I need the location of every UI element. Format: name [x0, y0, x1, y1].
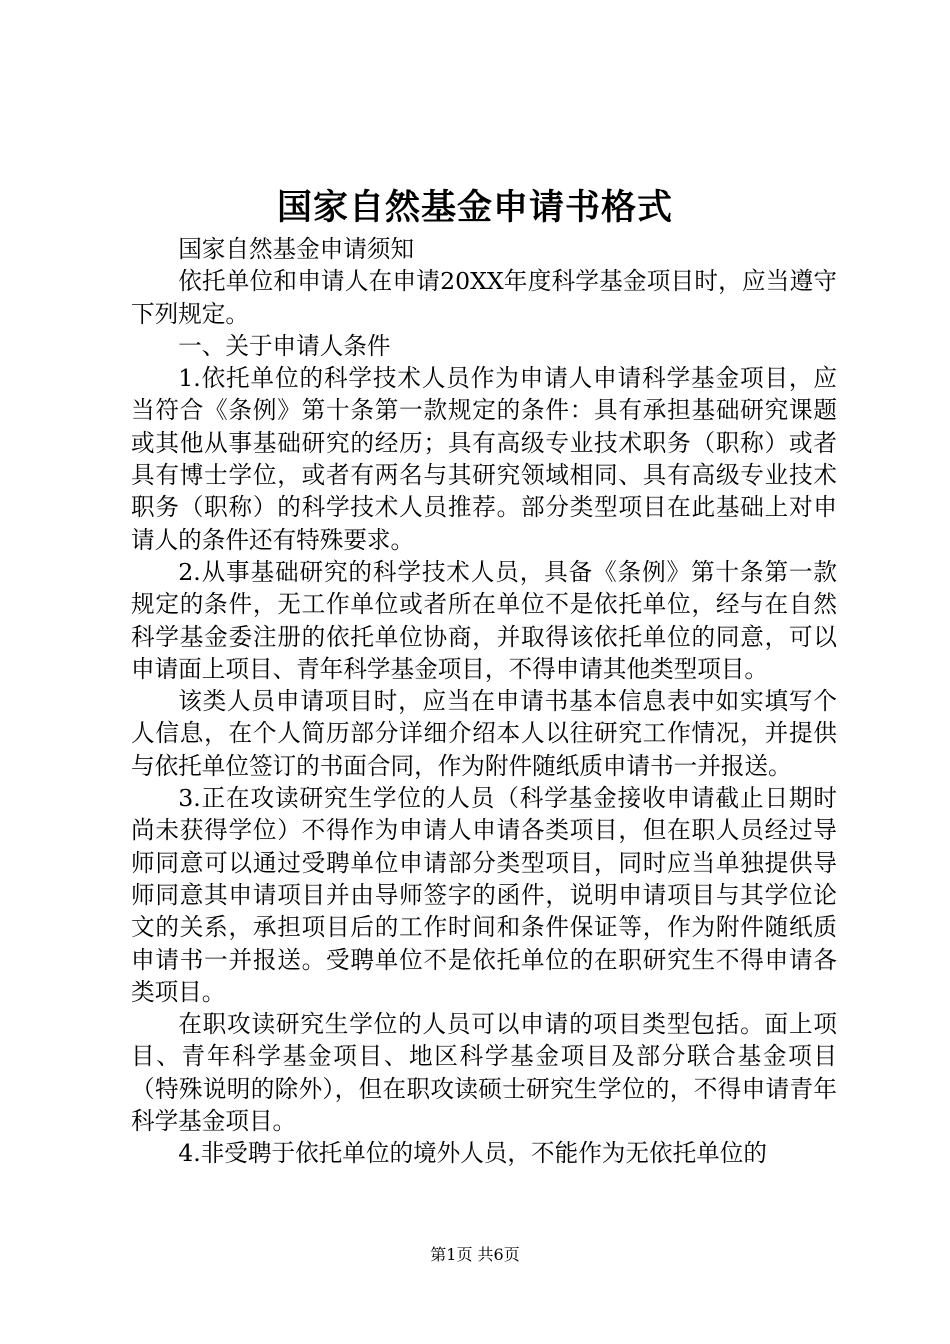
paragraph-item-1: 1.依托单位的科学技术人员作为申请人申请科学基金项目，应当符合《条例》第十条第一款规定的条件：具有承担基础研究课题或其他从事基础研究的经历；具有高级专业技术职务（职称）或者具有博士学位，或者有两名与其研究领域相同、具有高级专业技术职务（职称）的科学技术人员推荐。部分类型项目在此基础上对申请人的条件还有特殊要求。 [131, 364, 837, 554]
paragraph-item-3: 3.正在攻读研究生学位的人员（科学基金接收申请截止日期时尚未获得学位）不得作为申请人申请各类项目，但在职人员经过导师同意可以通过受聘单位申请部分类型项目，同时应当单独提供导师同意其申请项目并由导师签字的函件，说明申请项目与其学位论文的关系，承担项目后的工作时间和条件保证等，作为附件随纸质申请书一并报送。受聘单位不是依托单位的在职研究生不得申请各类项目。 [131, 784, 837, 1006]
paragraph-notice-heading: 国家自然基金申请须知 [178, 235, 415, 263]
paragraph-item-2: 2.从事基础研究的科学技术人员，具备《条例》第十条第一款规定的条件，无工作单位或者所在单位不是依托单位，经与在自然科学基金委注册的依托单位协商，并取得该依托单位的同意，可以申请面上项目、青年科学基金项目，不得申请其他类型项目。 [131, 557, 837, 683]
document-body [131, 233, 837, 1170]
paragraph-item-4: 4.非受聘于依托单位的境外人员，不能作为无依托单位的 [178, 1139, 767, 1168]
document-title: 国家自然基金申请书格式 [276, 187, 673, 228]
paragraph-item-3-note: 在职攻读研究生学位的人员可以申请的项目类型包括。面上项目、青年科学基金项目、地区科学基金项目及部分联合基金项目（特殊说明的除外），但在职攻读硕士研究生学位的，不得申请青年科学基金项目。 [131, 1010, 837, 1136]
paragraph-intro: 依托单位和申请人在申请20XX年度科学基金项目时，应当遵守下列规定。 [131, 267, 837, 328]
paragraph-item-2-note: 该类人员申请项目时，应当在申请书基本信息表中如实填写个人信息，在个人简历部分详细介绍本人以往研究工作情况，并提供与依托单位签订的书面合同，作为附件随纸质申请书一并报送。 [131, 687, 837, 780]
page-number-footer: 第1页 共6页 [430, 1245, 520, 1264]
section-heading-applicant-conditions: 一、关于申请人条件 [178, 331, 391, 360]
